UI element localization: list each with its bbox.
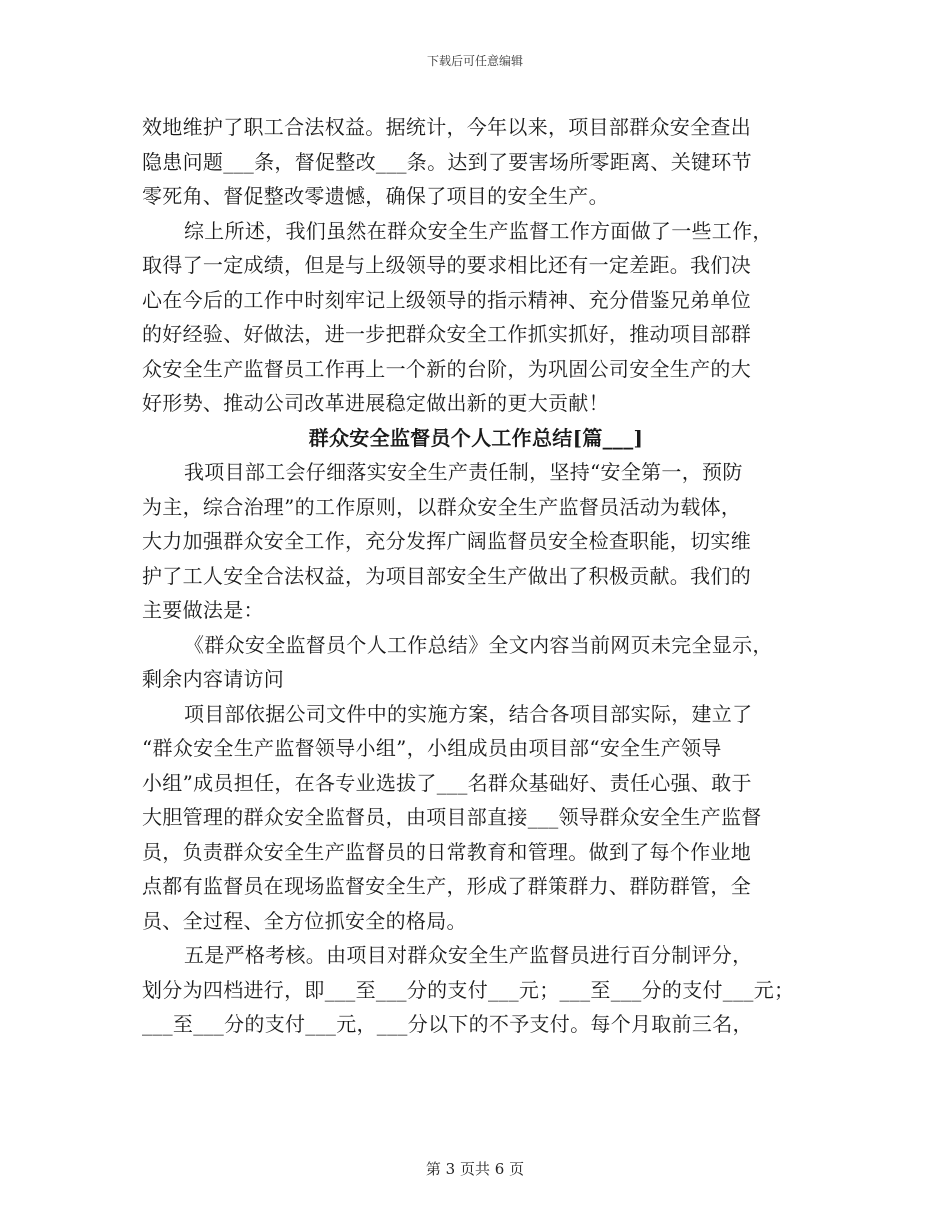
body-line: 大力加强群众安全工作，充分发挥广阔监督员安全检查职能，切实维 (142, 529, 751, 553)
body-line: 剩余内容请访问 (142, 667, 285, 691)
body-line: 效地维护了职工合法权益。据统计，今年以来，项目部群众安全查出 (142, 115, 751, 139)
body-line: 大胆管理的群众安全监督员，由项目部直接___领导群众安全生产监督 (142, 805, 762, 829)
body-line: 点都有监督员在现场监督安全生产，形成了群策群力、群防群管，全 (142, 874, 751, 898)
body-line: 小组”成员担任，在各专业选拔了___名群众基础好、责任心强、敢于 (142, 770, 752, 795)
body-line: 五是严格考核。由项目对群众安全生产监督员进行百分制评分， (184, 943, 753, 967)
body-line: ___至___分的支付___元，___分以下的不予支付。每个月取前三名， (142, 1012, 753, 1036)
body-line: 为主，综合治理”的工作原则，以群众安全生产监督员活动为载体， (142, 494, 742, 519)
body-line: 取得了一定成绩，但是与上级领导的要求相比还有一定差距。我们决 (142, 253, 751, 277)
body-line: 综上所述，我们虽然在群众安全生产监督工作方面做了一些工作， (184, 218, 773, 243)
body-line: 的好经验、好做法，进一步把群众安全工作抓实抓好，推动项目部群 (142, 322, 751, 346)
body-line: 《群众安全监督员个人工作总结》全文内容当前网页未完全显示， (184, 632, 773, 657)
body-line: 护了工人安全合法权益，为项目部安全生产做出了积极贡献。我们的 (142, 563, 751, 588)
body-line: 员、全过程、全方位抓安全的格局。 (142, 908, 467, 933)
body-line: 划分为四档进行，即___至___分的支付___元；___至___分的支付___元； (142, 977, 795, 1002)
document-body (142, 110, 810, 1042)
page-footer: 第 3 页共 6 页 (425, 1160, 525, 1178)
body-line: 我项目部工会仔细落实安全生产责任制，坚持“安全第一，预防 (184, 460, 743, 484)
page-header: 下载后可任意编辑 (426, 54, 523, 68)
body-line: 员，负责群众安全生产监督员的日常教育和管理。做到了每个作业地 (142, 839, 751, 864)
body-line: 心在今后的工作中时刻牢记上级领导的指示精神、充分借鉴兄弟单位 (142, 287, 751, 312)
body-line: 众安全生产监督员工作再上一个新的台阶，为巩固公司安全生产的大 (142, 356, 751, 381)
body-line: 隐患问题___条，督促整改___条。达到了要害场所零距离、关键环节 (142, 149, 752, 174)
body-line: “群众安全生产监督领导小组”，小组成员由项目部“安全生产领导 (142, 736, 722, 760)
body-line: 零死角、督促整改零遗憾，确保了项目的安全生产。 (142, 184, 609, 208)
body-line: 项目部依据公司文件中的实施方案，结合各项目部实际，建立了 (184, 701, 753, 726)
body-line: 主要做法是： (142, 598, 264, 622)
section-title: 群众安全监督员个人工作总结[篇___] (308, 425, 644, 450)
body-line: 好形势、推动公司改革进展稳定做出新的更大贡献！ (142, 391, 609, 415)
